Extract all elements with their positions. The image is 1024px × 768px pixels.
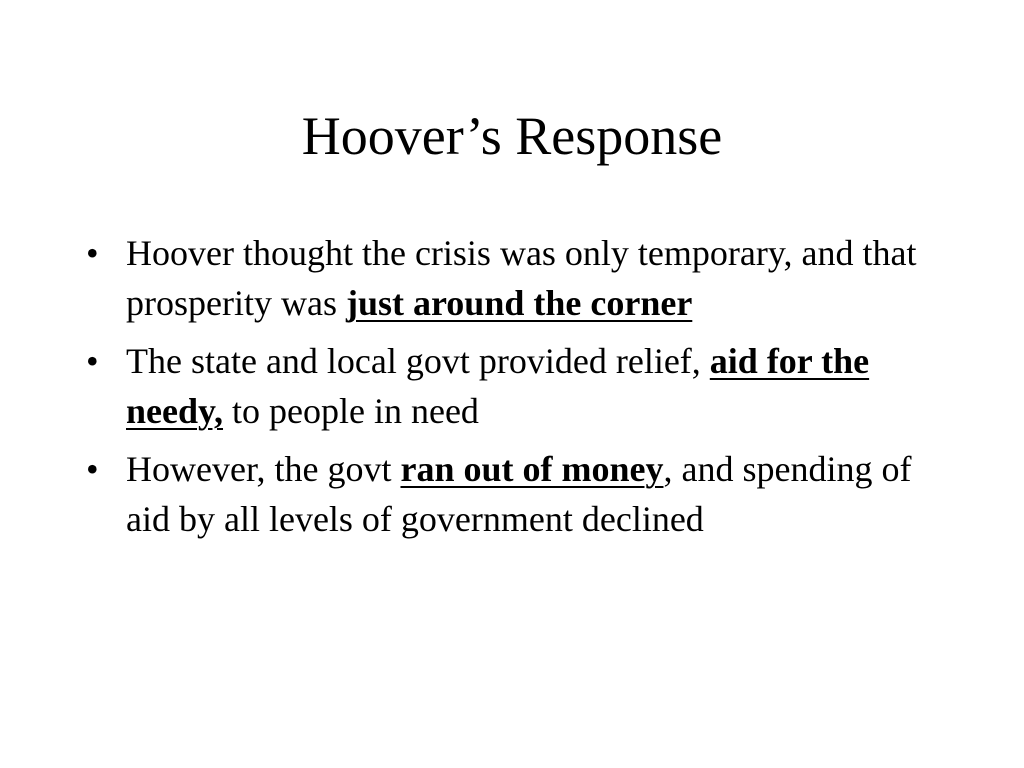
bullet-text-after: , and spending of aid by all levels of government declined xyxy=(126,449,912,539)
bullet-text: However, the govt xyxy=(126,449,401,489)
bullet-list xyxy=(86,228,946,552)
bullet-emphasis: ran out of money xyxy=(400,449,664,489)
bullet-dot-icon: • xyxy=(86,449,99,489)
bullet-text-after: to people in need xyxy=(223,391,479,431)
slide-title: Hoover’s Response xyxy=(301,106,723,166)
bullet-dot-icon: • xyxy=(86,233,99,273)
bullet-item-3 xyxy=(86,444,946,544)
bullet-item-1 xyxy=(86,228,946,328)
bullet-text: The state and local govt provided relief, xyxy=(126,341,710,381)
bullet-dot-icon: • xyxy=(86,341,99,381)
bullet-item-2 xyxy=(86,336,946,436)
bullet-emphasis: just around the corner xyxy=(345,283,693,323)
bullet-text: Hoover thought the crisis was only temporary, and that prosperity was xyxy=(126,233,917,323)
bullet-emphasis: aid for the needy, xyxy=(126,341,870,431)
